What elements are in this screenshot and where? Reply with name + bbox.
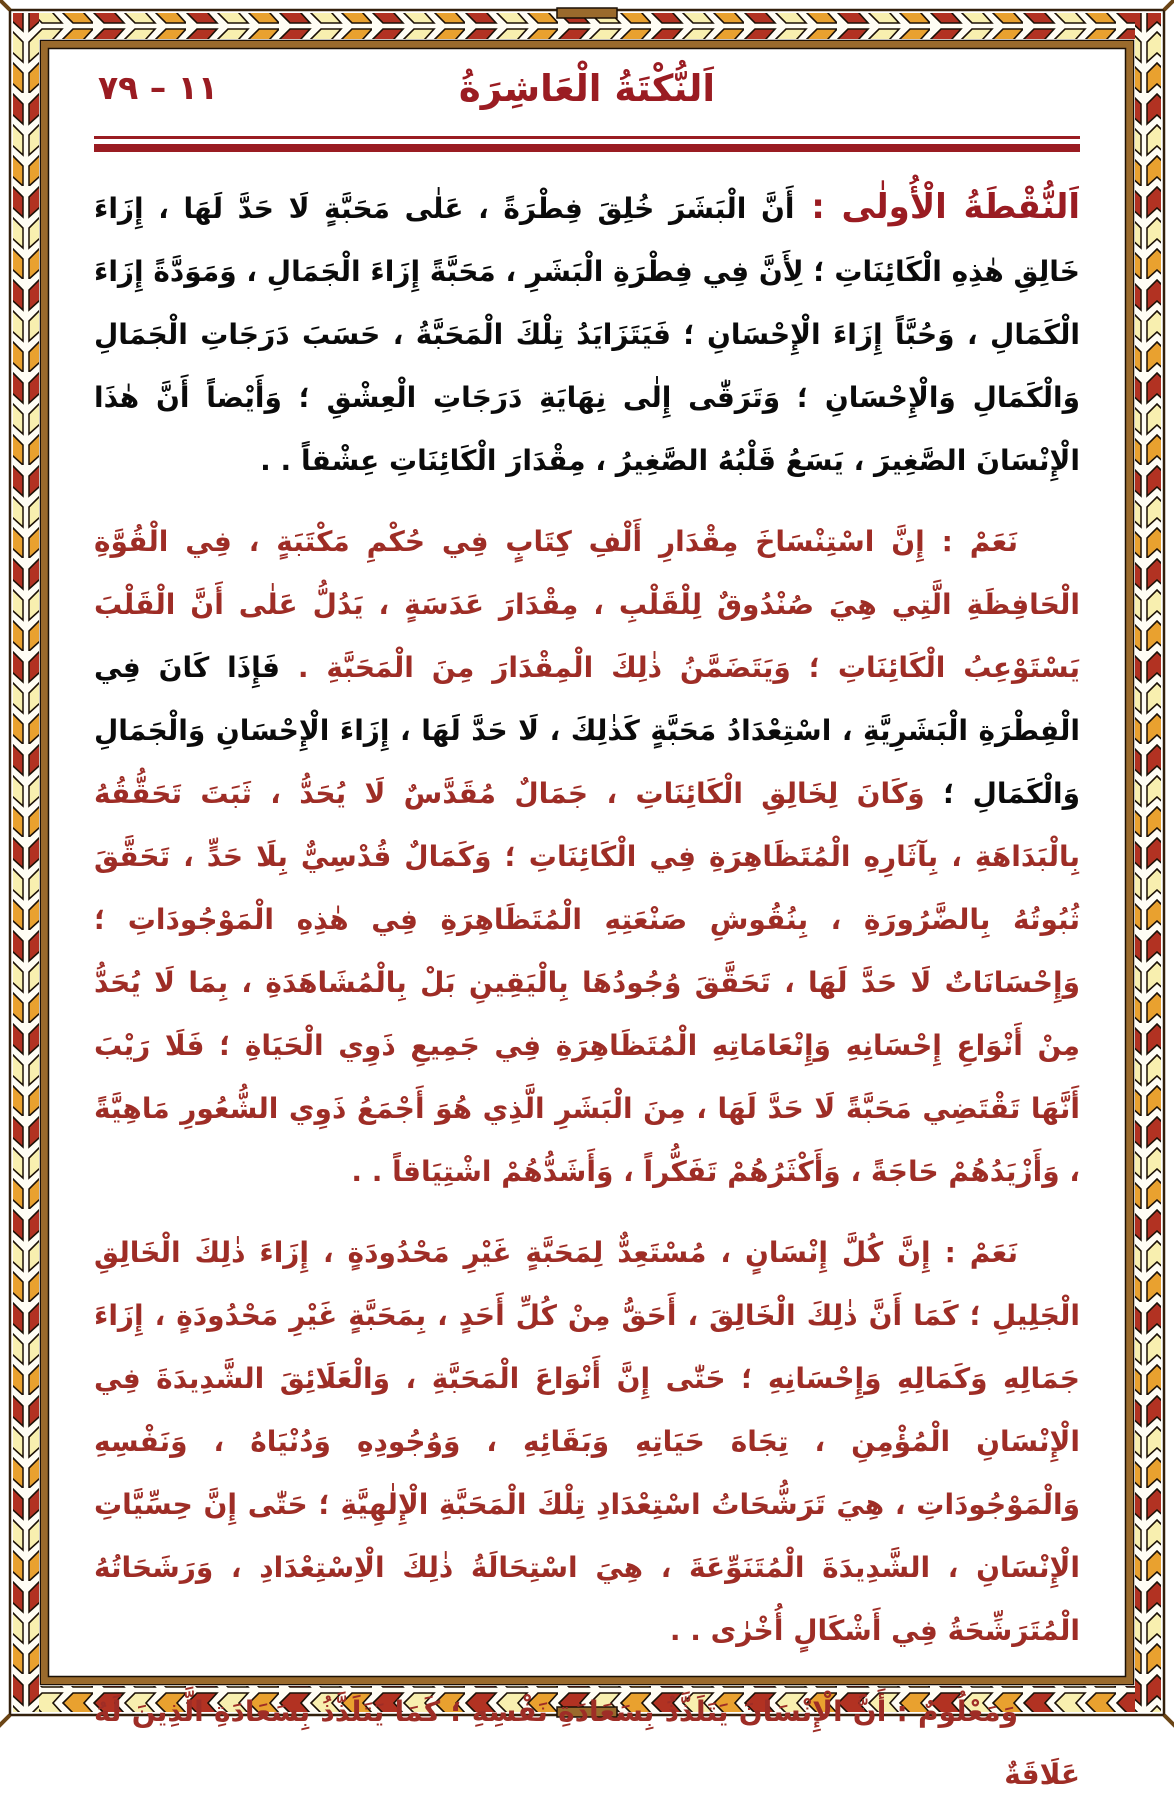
paragraph-naam-2 <box>94 1221 1080 1662</box>
paragraph-text-red: نَعَمْ : إِنَّ اسْتِنْسَاخَ مِقْدَارِ أَلْفِ كِتَابٍ فِي حُكْمِ مَكْتَبَةٍ ، فِي الْقُوَّةِ الْحَافِظَةِ الَّتِي هِيَ صُنْدُوقٌ لِلْقَلْبِ ، مِقْدَارَ عَدَسَةٍ ، يَدُلُّ عَلٰى أَنَّ الْقَلْبَ يَسْتَوْعِبُ الْكَائِنَاتِ ؛ وَيَتَضَمَّنُ ذٰلِكَ الْمِقْدَارَ مِنَ الْمَحَبَّةِ . <box>94 525 1080 684</box>
header-divider <box>94 136 1080 152</box>
page-content <box>52 52 1122 1791</box>
page-number: ٧٩ – ١١ <box>98 68 219 107</box>
page-header <box>94 56 1080 124</box>
paragraph-text: أَنَّ الْبَشَرَ خُلِقَ فِطْرَةً ، عَلٰى مَحَبَّةٍ لَا حَدَّ لَهَا ، إِزَاءَ خَالِقِ هٰذِهِ الْكَائِنَاتِ ؛ لِأَنَّ فِي فِطْرَةِ الْبَشَرِ ، مَحَبَّةً إِزَاءَ الْجَمَالِ ، وَمَوَدَّةً إِزَاءَ الْكَمَالِ ، وَحُبَّاً إِزَاءَ الْإِحْسَانِ ؛ فَيَتَزَايَدُ تِلْكَ الْمَحَبَّةُ ، حَسَبَ دَرَجَاتِ الْجَمَالِ وَالْكَمَالِ وَالْإِحْسَانِ ؛ وَتَرَقّٰى إِلٰى نِهَايَةِ دَرَجَاتِ الْعِشْقِ ؛ وَأَيْضاً أَنَّ هٰذَا الْإِنْسَانَ الصَّغِيرَ ، يَسَعُ قَلْبُهُ الصَّغِيرُ ، مِقْدَارَ الْكَائِنَاتِ عِشْقاً . . <box>94 192 1080 477</box>
paragraph-lead-first-point: اَلنُّقْطَةُ الْأُولٰى : <box>794 187 1080 227</box>
frame-chain-band-left <box>13 13 39 1712</box>
paragraph-text-red: نَعَمْ : إِنَّ كُلَّ إِنْسَانٍ ، مُسْتَعِدٌّ لِمَحَبَّةٍ غَيْرِ مَحْدُودَةٍ ، إِزَاءَ ذٰلِكَ الْخَالِقِ الْجَلِيلِ ؛ كَمَا أَنَّ ذٰلِكَ الْخَالِقَ ، أَحَقُّ مِنْ كُلِّ أَحَدٍ ، بِمَحَبَّةٍ غَيْرِ مَحْدُودَةٍ ، إِزَاءَ جَمَالِهِ وَكَمَالِهِ وَإِحْسَانِهِ ؛ حَتّٰى إِنَّ أَنْوَاعَ الْمَحَبَّةِ ، وَالْعَلَائِقَ الشَّدِيدَةَ فِي الْإِنْسَانِ الْمُؤْمِنِ ، تِجَاهَ حَيَاتِهِ وَبَقَائِهِ ، وَوُجُودِهِ وَدُنْيَاهُ ، وَنَفْسِهِ وَالْمَوْجُودَاتِ ، هِيَ تَرَشُّحَاتُ اسْتِعْدَادِ تِلْكَ الْمَحَبَّةِ الْإِلٰهِيَّةِ ؛ حَتّٰى إِنَّ حِسِّيَّاتِ الْإِنْسَانِ ، الشَّدِيدَةَ الْمُتَنَوِّعَةَ ، هِيَ اسْتِحَالَةُ ذٰلِكَ الْاِسْتِعْدَادِ ، وَرَشَحَاتُهُ الْمُتَرَشِّحَةُ فِي أَشْكَالٍ أُخْرٰى . . <box>94 1236 1080 1647</box>
paragraph-wa-maloom <box>94 1680 1080 1806</box>
paragraph-text-black: فَإِذَا كَانَ فِي الْفِطْرَةِ الْبَشَرِيَّةِ ، اسْتِعْدَادُ مَحَبَّةٍ كَذٰلِكَ ، لَا حَدَّ لَهَا ، إِزَاءَ الْإِحْسَانِ وَالْجَمَالِ وَالْكَمَالِ ؛ <box>94 651 1081 810</box>
paragraph-first-point <box>94 176 1080 492</box>
divider-thick-line <box>94 144 1080 152</box>
paragraph-text-red: وَكَانَ لِخَالِقِ الْكَائِنَاتِ ، جَمَالٌ مُقَدَّسٌ لَا يُحَدُّ ، ثَبَتَ تَحَقُّقُهُ بِالْبَدَاهَةِ ، بِآثَارِهِ الْمُتَظَاهِرَةِ فِي الْكَائِنَاتِ ؛ وَكَمَالٌ قُدْسِيٌّ بِلَا حَدٍّ ، تَحَقَّقَ ثُبُوتُهُ بِالضَّرُورَةِ ، بِنُقُوشِ صَنْعَتِهِ الْمُتَظَاهِرَةِ فِي هٰذِهِ الْمَوْجُودَاتِ ؛ وَإِحْسَانَاتٌ لَا حَدَّ لَهَا ، تَحَقَّقَ وُجُودُهَا بِالْيَقِينِ بَلْ بِالْمُشَاهَدَةِ ، بِمَا لَا يُحَدُّ مِنْ أَنْوَاعِ إِحْسَانِهِ وَإِنْعَامَاتِهِ الْمُتَظَاهِرَةِ فِي جَمِيعِ ذَوِي الْحَيَاةِ ؛ فَلَا رَيْبَ أَنَّهَا تَقْتَضِي مَحَبَّةً لَا حَدَّ لَهَا ، مِنَ الْبَشَرِ الَّذِي هُوَ أَجْمَعُ ذَوِي الشُّعُورِ مَاهِيَّةً ، وَأَزْيَدُهُمْ حَاجَةً ، وَأَكْثَرُهُمْ تَفَكُّراً ، وَأَشَدُّهُمْ اشْتِيَاقاً . . <box>94 777 1080 1188</box>
frame-top-ornament <box>557 8 617 18</box>
paragraph-naam-1 <box>94 510 1080 1203</box>
paragraph-text-red: وَمَعْلُومٌ : أَنَّ الْإِنْسَانَ يَتَلَذَّذُ بِسَعَادَةِ نَفْسِهِ ؛ كَمَا يَتَلَذَّذُ بِسَعَادَةِ الَّذِينَ لَهُ عَلَاقَةٌ <box>94 1695 1080 1791</box>
frame-chain-band-right <box>1135 13 1161 1712</box>
page-title: اَلنُّكْتَةُ الْعَاشِرَةُ <box>458 67 716 110</box>
